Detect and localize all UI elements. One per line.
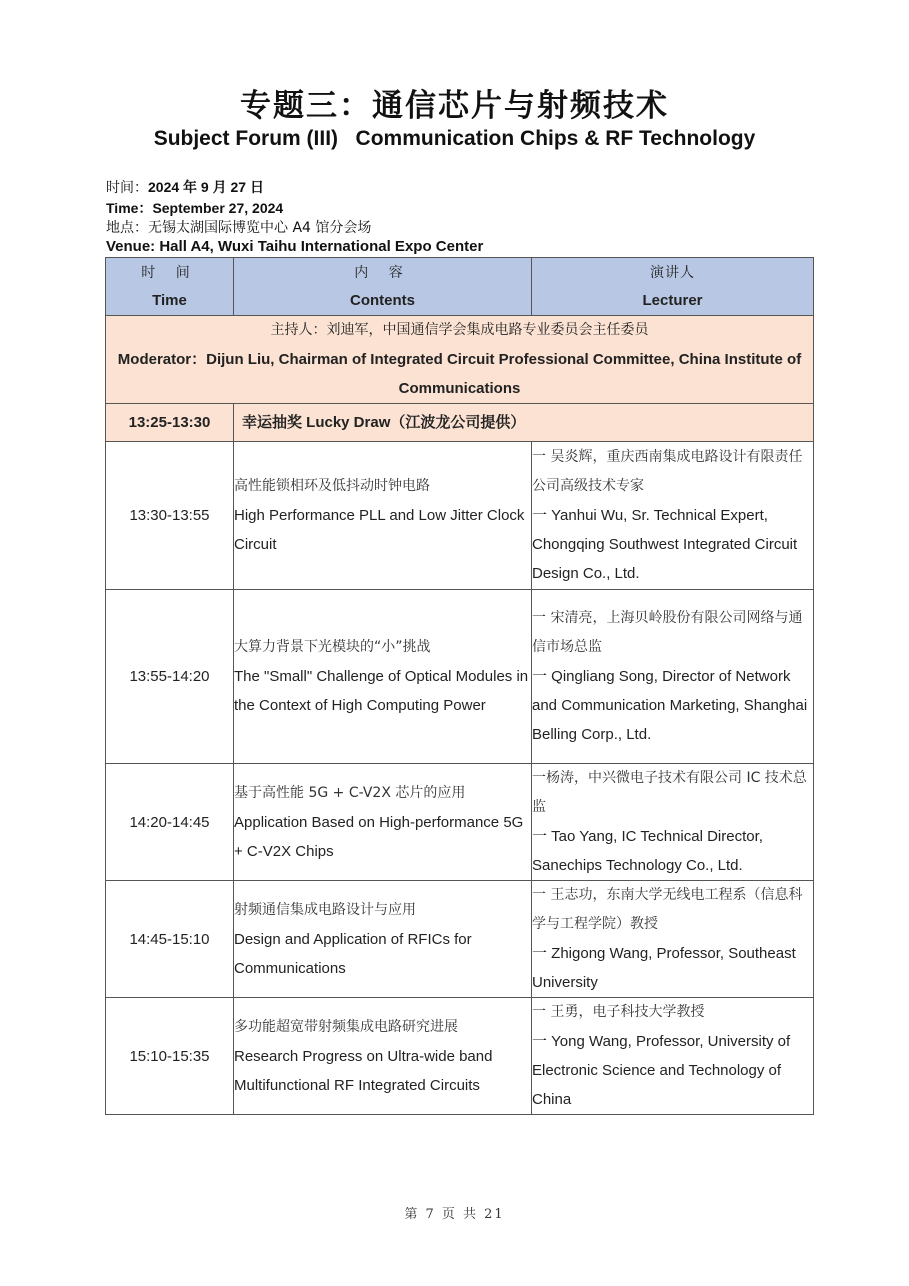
lecturer-cn: 一 王志功，东南大学无线电工程系（信息科学与工程学院）教授 — [532, 887, 803, 932]
session-title-cn: 高性能锁相环及低抖动时钟电路 — [234, 478, 430, 494]
time-en-label: Time： — [106, 200, 153, 216]
lecturer-en: 一 Zhigong Wang, Professor, Southeast University — [532, 945, 796, 991]
header-contents — [234, 258, 532, 316]
table-row — [106, 442, 814, 590]
session-time: 14:45-15:10 — [106, 881, 234, 998]
time-cn-line — [106, 178, 826, 197]
moderator-cell — [106, 316, 814, 404]
lecturer-en: 一 Yong Wang, Professor, University of Electronic Science and Technology of China — [532, 1033, 791, 1108]
header-contents-cn: 内 容 — [354, 264, 411, 281]
header-time-en: Time — [152, 291, 187, 309]
session-content — [234, 442, 532, 590]
venue-cn-label: 地点： — [106, 220, 148, 236]
moderator-en: Moderator：Dijun Liu, Chairman of Integrated Circuit Professional Committee, China Institute of Communications — [117, 351, 802, 397]
session-content — [234, 881, 532, 998]
venue-cn-value: 无锡太湖国际博览中心 A4 馆分会场 — [148, 220, 372, 236]
lecturer-cn: 一 吴炎辉，重庆西南集成电路设计有限责任公司高级技术专家 — [532, 449, 803, 494]
header-lecturer — [532, 258, 814, 316]
time-cn-label: 时间： — [106, 180, 148, 196]
moderator-row — [106, 316, 814, 404]
page-title-cn: 专题三：通信芯片与射频技术 — [240, 88, 669, 124]
session-title-en: Application Based on High-performance 5G + C-V2X Chips — [234, 813, 524, 860]
lecturer-en: 一 Qingliang Song, Director of Network and Communication Marketing, Shanghai Belling Corp., Ltd. — [532, 668, 808, 743]
session-time: 13:30-13:55 — [106, 442, 234, 590]
header-time — [106, 258, 234, 316]
session-title-en: The "Small" Challenge of Optical Modules in the Context of High Computing Power — [234, 668, 529, 714]
lecturer-cn: 一杨涛，中兴微电子技术有限公司 IC 技术总监 — [532, 770, 807, 815]
header-time-cn: 时 间 — [141, 264, 198, 281]
session-time: 15:10-15:35 — [106, 998, 234, 1115]
table-row — [106, 998, 814, 1115]
header-lecturer-en: Lecturer — [642, 291, 703, 309]
session-content — [234, 590, 532, 764]
lecturer-en: 一 Tao Yang, IC Technical Director, Sanechips Technology Co., Ltd. — [532, 828, 763, 874]
session-lecturer — [532, 881, 814, 998]
table-row — [106, 590, 814, 764]
session-lecturer — [532, 442, 814, 590]
page-title-en: Subject Forum (III) Communication Chips & RF Technology — [153, 127, 756, 150]
lecturer-cn: 一 王勇，电子科技大学教授 — [532, 1004, 705, 1020]
session-content — [234, 764, 532, 881]
header-contents-en: Contents — [350, 291, 415, 309]
time-en-line — [106, 199, 826, 218]
session-content — [234, 998, 532, 1115]
session-time: 13:55-14:20 — [106, 590, 234, 764]
lecturer-en: 一 Yanhui Wu, Sr. Technical Expert, Chongqing Southwest Integrated Circuit Design Co., Ltd. — [532, 507, 798, 582]
time-cn-value: 2024 年 9 月 27 日 — [148, 179, 264, 195]
lucky-draw-row — [106, 404, 814, 442]
lecturer-cn: 一 宋清亮，上海贝岭股份有限公司网络与通信市场总监 — [532, 610, 803, 655]
session-title-cn: 大算力背景下光模块的“小”挑战 — [234, 639, 431, 655]
venue-cn-line — [106, 219, 826, 237]
session-lecturer — [532, 764, 814, 881]
table-header-row — [106, 258, 814, 316]
session-title-cn: 基于高性能 5G + C-V2X 芯片的应用 — [234, 784, 466, 801]
table-row — [106, 881, 814, 998]
time-en-value: September 27, 2024 — [152, 200, 284, 216]
agenda-table — [105, 257, 814, 1115]
session-title-en: High Performance PLL and Low Jitter Clock Circuit — [234, 507, 525, 553]
session-lecturer — [532, 590, 814, 764]
lucky-draw-time: 13:25-13:30 — [106, 404, 234, 442]
header-lecturer-cn: 演讲人 — [650, 264, 695, 281]
table-row — [106, 764, 814, 881]
session-title-en: Research Progress on Ultra-wide band Multifunctional RF Integrated Circuits — [234, 1047, 493, 1094]
lucky-draw-content: 幸运抽奖 Lucky Draw（江波龙公司提供） — [234, 404, 814, 442]
session-title-en: Design and Application of RFICs for Communications — [234, 930, 472, 977]
session-lecturer — [532, 998, 814, 1115]
session-title-cn: 多功能超宽带射频集成电路研究进展 — [234, 1018, 458, 1035]
session-time: 14:20-14:45 — [106, 764, 234, 881]
session-title-cn: 射频通信集成电路设计与应用 — [234, 901, 416, 918]
moderator-cn: 主持人：刘迪军，中国通信学会集成电路专业委员会主任委员 — [270, 322, 649, 338]
venue-en-line: Venue: Hall A4, Wuxi Taihu International Expo Center — [106, 238, 484, 255]
page-number: 第 7 页 共 21 — [404, 1207, 505, 1222]
